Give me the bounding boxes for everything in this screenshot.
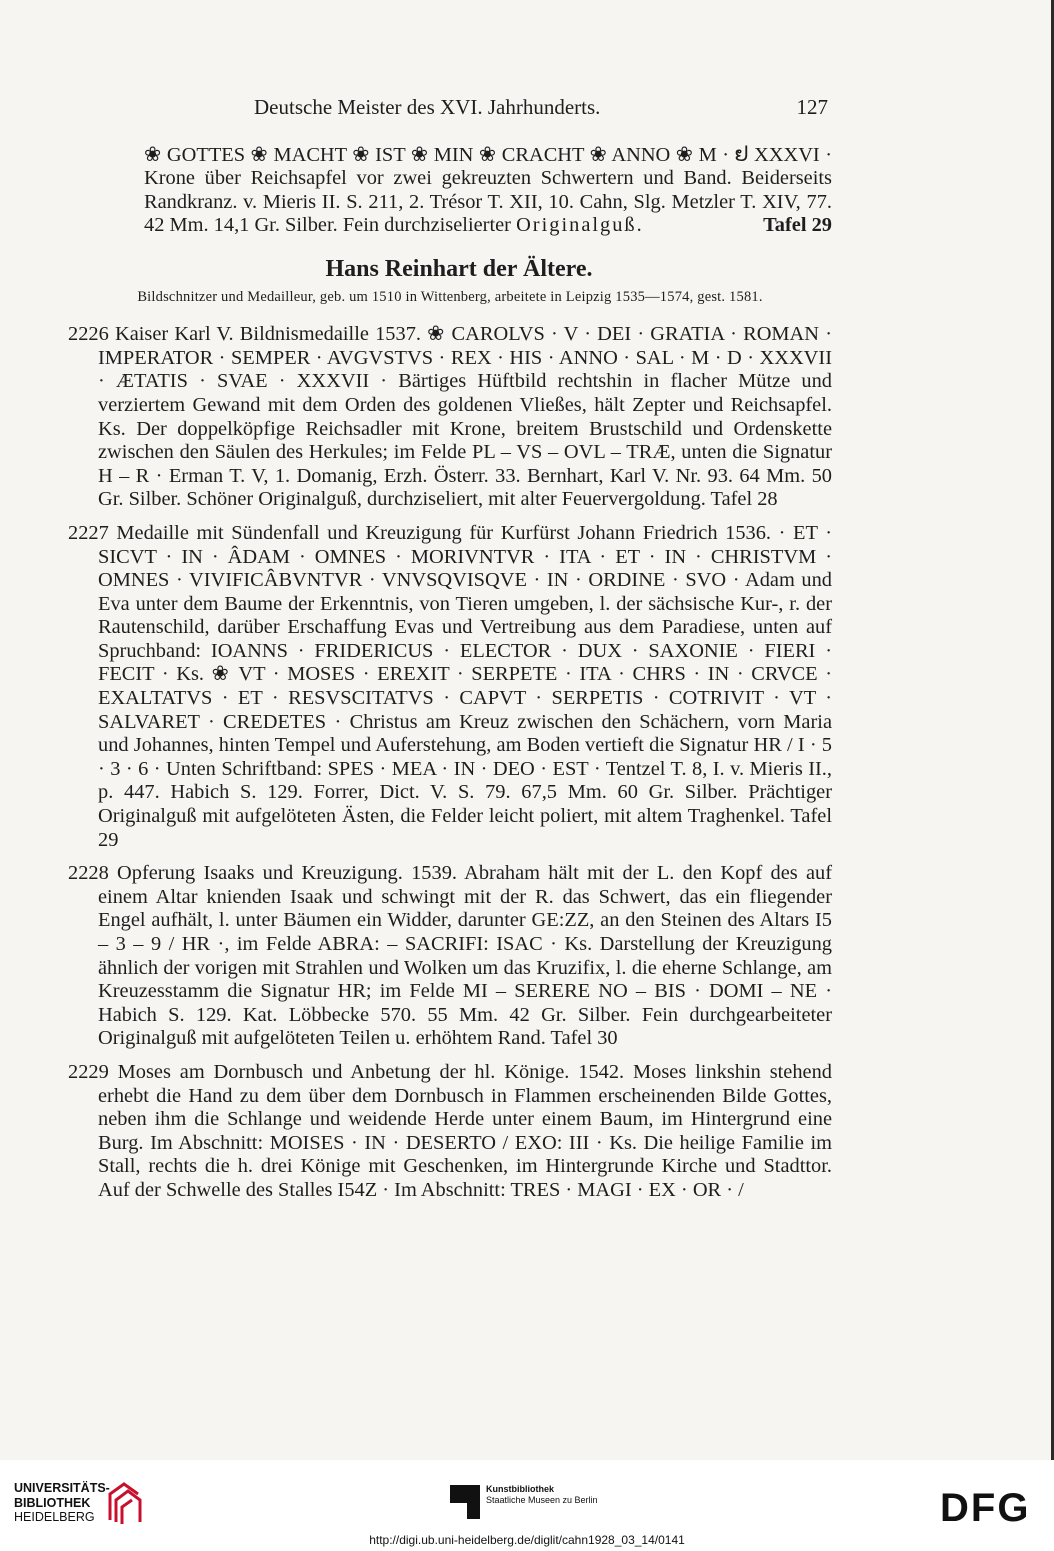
- section-subtitle: Bildschnitzer und Medailleur, geb. um 1510 in Wittenberg, arbeitete in Leipzig 1535—1574, gest. 1581.: [137, 288, 763, 305]
- prev-line-5: Originalguß.: [516, 214, 644, 237]
- section-title: Hans Reinhart der Ältere.: [325, 255, 593, 282]
- catalog-entry: 2229 Moses am Dornbusch und Anbetung der hl. Könige. 1542. Moses linkshin stehend erhebt die Hand zu dem über dem Dornbusch in Flammen erscheinenden Bilde Gottes, neben ihm die Schlange und weidende Herde unter einem Baum, im Hintergrund eine Burg. Im Abschnitt: MOISES · IN · DESERTO / EXO: III · Ks. Die heilige Familie im Stall, rechts die h. drei Könige mit Geschenken, im Hintergrunde Kirche und Stadttor. Auf der Schwelle des Stalles I54Z · Im Abschnitt: TRES · MAGI · EX · OR · /: [68, 1060, 832, 1201]
- running-header: [68, 96, 832, 120]
- page-content: [68, 96, 832, 1213]
- running-title: Deutsche Meister des XVI. Jahrhunderts.: [254, 95, 601, 119]
- page-number: 127: [796, 95, 828, 119]
- viewer-footer: [0, 1460, 1054, 1551]
- university-library-name: UNIVERSITÄTS- BIBLIOTHEK HEIDELBERG: [14, 1481, 110, 1524]
- plate-reference: Tafel 29: [763, 214, 832, 237]
- continued-entry: [68, 144, 832, 238]
- university-library-logo-icon: [104, 1480, 146, 1526]
- permalink-url[interactable]: http://digi.ub.uni-heidelberg.de/diglit/cahn1928_03_14/0141: [369, 1533, 685, 1547]
- dfg-logo: DFG: [940, 1486, 1031, 1530]
- catalog-entry: 2226 Kaiser Karl V. Bildnismedaille 1537. ❀ CAROLVS · V · DEI · GRATIA · ROMAN · IMPERATOR · SEMPER · AVGVSTVS · REX · HIS · ANNO · SAL · M · D · XXXVII · ÆTATIS · SVAE · XXXVII · Bärtiges Hüftbild rechtshin in flacher Mütze und verziertem Gewand mit dem Orden des goldenen Vließes, hält Zepter und Reichsapfel. Ks. Der doppelköpfige Reichsadler mit Krone, breitem Brustschild und Ordenskette zwischen den Säulen des Herkules; im Felde PL – VS – OVL – TRÆ, unten die Signatur H – R · Erman T. V, 1. Domanig, Erzh. Österr. 33. Bernhart, Karl V. Nr. 93. 64 Mm. 50 Gr. Silber. Schöner Originalguß, durchziseliert, mit alter Feuervergoldung. Tafel 28: [68, 323, 832, 511]
- catalog-entry: 2227 Medaille mit Sündenfall und Kreuzigung für Kurfürst Johann Friedrich 1536. · ET · SICVT · IN · ÂDAM · OMNES · MORIVNTVR · ITA · ET · IN · CHRISTVM · OMNES · VIVIFICÂBVNTVR · VNVSQVISQVE · IN · ORDINE · SVO · Adam und Eva unter dem Baume der Erkenntnis, von Tieren umgeben, l. der sächsische Kur-, r. der Rautenschild, darüber Erschaffung Evas und Vertreibung aus dem Paradiese, unten auf Spruchband: IOANNS · FRIDERICUS · ELECTOR · DUX · SAXONIE · FIERI · FECIT · Ks. ❀ VT · MOSES · EREXIT · SERPETE · ITA · CHRS · IN · CRVCE · EXALTATVS · ET · RESVSCITATVS · CAPVT · SERPETIS · COTRIVIT · VT · SALVARET · CREDETES · Christus am Kreuz zwischen den Schächern, vorn Maria und Johannes, hinten Tempel und Auferstehung, am Boden vertieft die Signatur HR / I · 5 · 3 · 6 · Unten Schriftband: SPES · MEA · IN · DEO · EST · Tentzel T. 8, I. v. Mieris II., p. 447. Habich S. 129. Forrer, Dict. V. S. 79. 67,5 Mm. 60 Gr. Silber. Prächtiger Originalguß mit aufgelöteten Ästen, die Felder leicht poliert, mit altem Traghenkel. Tafel 29: [68, 521, 832, 851]
- catalog-entry: 2228 Opferung Isaaks und Kreuzigung. 1539. Abraham hält mit der L. den Kopf des auf einem Altar knienden Isaak und schwingt mit der R. das Schwert, das ein fliegender Engel aufhält, l. unter Bäumen ein Widder, darunter GE:ZZ, an den Steinen des Altars I5 – 3 – 9 / HR ·, im Felde ABRA: – SACRIFI: ISAC · Ks. Darstellung der Kreuzigung ähnlich der vorigen mit Strahlen und Wolken um das Kruzifix, l. die eherne Schlange, am Kreuzesstamm die Signatur HR; im Felde MI – SERERE NO – BIS · DOMI – NE · Habich S. 129. Kat. Löbbecke 570. 55 Mm. 42 Gr. Silber. Fein durchgearbeiteter Originalguß mit aufgelöteten Teilen u. erhöhtem Rand. Tafel 30: [68, 862, 832, 1050]
- prev-line-2: XXXVI · Krone über Reichsapfel vor zwei gekreuzten Schwertern und Band.: [144, 143, 832, 190]
- kunstbibliothek-name: Kunstbibliothek Staatliche Museen zu Berlin: [486, 1484, 598, 1505]
- prev-line-1: ❀ GOTTES ❀ MACHT ❀ IST ❀ MIN ❀ CRACHT ❀ ANNO ❀ M · ຢ: [144, 143, 755, 166]
- prev-line-4: Slg. Metzler T. XIV, 77. 42 Mm. 14,1 Gr. Silber. Fein durchziselierter: [144, 190, 832, 237]
- prev-line-3: Beiderseits Randkranz. v. Mieris II. S. 211, 2. Trésor T. XII, 10. Cahn,: [144, 167, 832, 213]
- kunstbibliothek-logo-icon: [450, 1485, 480, 1519]
